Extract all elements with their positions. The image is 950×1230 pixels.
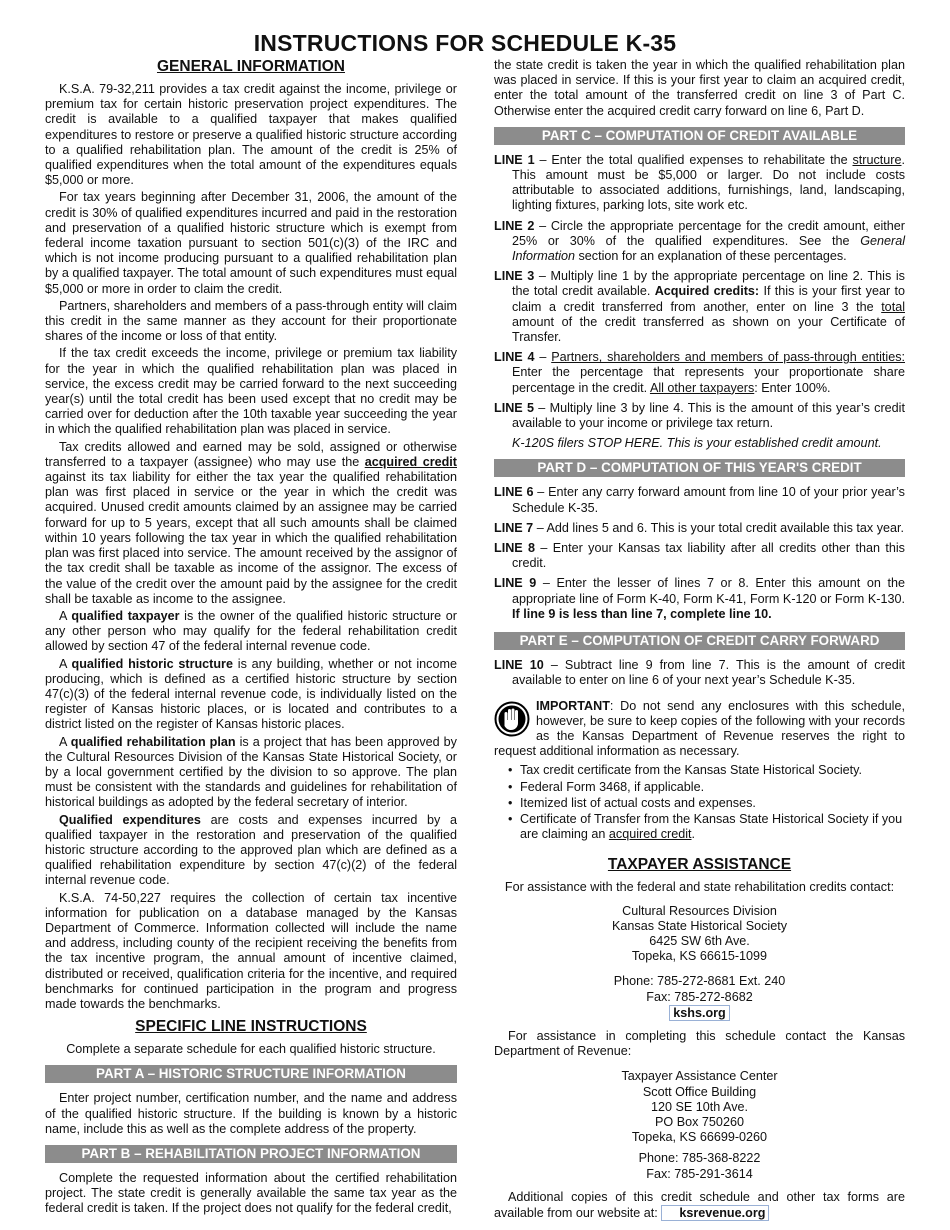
qualified-historic-structure-term: qualified historic structure: [71, 656, 233, 671]
qualified-expenditures-term: Qualified expenditures: [59, 812, 201, 827]
list-item: • Federal Form 3468, if applicable.: [508, 780, 905, 795]
general-paragraph: A qualified rehabilitation plan is a project that has been approved by the Cultural Resources Division of the Kansas State Historical Society, or by a local government certified by the division to so approve. The plan must be consistent with the standards and guidelines for rehabilitation of historical buildings as adopted by the federal secretary of interior.: [45, 734, 457, 810]
important-label: IMPORTANT: [536, 698, 610, 713]
acquired-credit-term: acquired credit: [364, 454, 457, 469]
line-3-instruction: LINE 3 – Multiply line 1 by the appropriate percentage on line 2. This is the total credit available. Acquired credits: If this is your first year to claim a credit transferred from another, enter on line 3 the total amount of the credit transferred as shown on your Certificate of Transfer.: [494, 269, 905, 345]
qualified-taxpayer-term: qualified taxpayer: [71, 608, 180, 623]
qualified-rehabilitation-plan-term: qualified rehabilitation plan: [70, 734, 236, 749]
general-paragraph: A qualified taxpayer is the owner of the qualified historic structure or any other person who may qualify for the federal rehabilitation credit allowed by section 47 of the federal internal revenue code.: [45, 608, 457, 654]
page-title: INSTRUCTIONS FOR SCHEDULE K-35: [253, 30, 677, 56]
part-a-text: Enter project number, certification number, and the name and address of the qualified historic structure. If the building is known by a historic name, include this as well as the complete address of the property.: [45, 1091, 457, 1136]
closing-text: Additional copies of this credit schedule and other tax forms are available from our website at: ksrevenue.org: [494, 1189, 905, 1220]
line-5-instruction: LINE 5 – Multiply line 3 by line 4. This is the amount of this year’s credit available to your income or privilege tax return.: [494, 400, 905, 431]
line-8-instruction: LINE 8 – Enter your Kansas tax liability after all credits other than this credit.: [494, 541, 905, 571]
kdor-intro: For assistance in completing this schedule contact the Kansas Department of Revenue:: [494, 1028, 905, 1059]
general-paragraph: A qualified historic structure is any building, whether or not income producing, which is defined as a certified historic structure by section 47(c)(3) of the federal internal revenue code, is individually listed on the register of Kansas historic places, or is located and contributes to a district listed on the register of Kansas historic places.: [45, 656, 457, 732]
line-10-instruction: LINE 10 – Subtract line 9 from line 7. This is the amount of credit available to enter on line 6 of your next year’s Schedule K-35.: [494, 658, 906, 688]
assistance-intro: For assistance with the federal and state rehabilitation credits contact:: [504, 880, 895, 895]
list-item: • Certificate of Transfer from the Kansas State Historical Society if you are claiming an acquired credit.: [508, 812, 905, 842]
khs-address: Cultural Resources Division Kansas State Historical Society 6425 SW 6th Ave. Topeka, KS 66615-1099: [612, 903, 787, 964]
general-paragraph: Partners, shareholders and members of a pass-through entity will claim this credit in the same manner as they account for their proportionate shares of the income or loss of that entity.: [45, 298, 457, 344]
general-paragraph: Tax credits allowed and earned may be sold, assigned or otherwise transferred to a taxpayer (assignee) who may use the acquired credit against its tax liability for either the tax year the qualified rehabilitation plan was first placed in service or the year in which the credit was acquired. Unused credit amounts claimed by an assignee may be carried forward for up to 5 years, except that all such amounts shall be claimed within 10 years following the tax year in which the qualified rehabilitation plan was first placed into service. The amount received by the assignor of the tax credit shall be taxable as income of the assignor. The excess of the value of the credit over the amount paid by the assignee for the credit shall be taxable as income to the assignee.: [45, 439, 457, 606]
records-list: [494, 763, 905, 842]
general-information-heading: GENERAL INFORMATION: [156, 58, 345, 75]
part-b-text: Complete the requested information about the certified rehabilitation project. The state credit is generally available the same tax year as the federal credit is taken. If the project does not qualify for the federal credit,: [45, 1171, 457, 1216]
left-column: [45, 58, 457, 1219]
khs-contact: [494, 974, 905, 1021]
part-c-header: PART C – COMPUTATION OF CREDIT AVAILABLE: [494, 127, 905, 145]
specific-line-instructions-heading: SPECIFIC LINE INSTRUCTIONS: [135, 1018, 367, 1036]
list-item: • Tax credit certificate from the Kansas State Historical Society.: [508, 763, 905, 778]
khs-phone: Phone: 785-272-8681 Ext. 240: [613, 974, 786, 989]
general-paragraph: K.S.A. 74-50,227 requires the collection of certain tax incentive information for publication on a database managed by the Kansas Department of Commerce. Information collected will include the name and address, including county of the recipient receiving the benefits from the tax incentive program, the annual amount of incentive claimed, distributed or received, qualification criteria for the incentive, and required benchmarks for continued participation in the program and progress made towards the benchmarks.: [45, 890, 457, 1011]
kdor-address: Taxpayer Assistance Center Scott Office Building 120 SE 10th Ave. PO Box 750260 Topeka, KS 66699-0260: [621, 1069, 778, 1145]
k120s-stop-note: K-120S filers STOP HERE. This is your established credit amount.: [512, 436, 882, 451]
kdor-phone: Phone: 785-368-8222: [638, 1151, 761, 1166]
line-6-instruction: LINE 6 – Enter any carry forward amount from line 10 of your prior year’s Schedule K-35.: [494, 485, 905, 515]
kdor-contact: [494, 1151, 905, 1181]
line-2-instruction: LINE 2 – Circle the appropriate percentage for the credit amount, either 25% or 30% of the qualified expenditures. See the General Information section for an explanation of these percentages.: [494, 218, 905, 264]
part-b-text-continued: the state credit is taken the year in which the qualified rehabilitation plan was placed in service. If this is your first year to claim an acquired credit, enter the total amount of the transferred credit on line 3 of Part C. Otherwise enter the acquired credit carry forward on line 6, Part D.: [494, 58, 905, 118]
specific-intro: Complete a separate schedule for each qualified historic structure.: [66, 1042, 436, 1057]
general-paragraph: K.S.A. 79-32,211 provides a tax credit against the income, privilege or premium tax for certain historic preservation project expenditures. The credit is available to a qualified taxpayer that makes qualified expenditures to restore or preserve a qualified historic structure according to a qualified rehabilitation plan. The amount of the credit is 25% of qualified expenditures when the total amount of the expenditures equals $5,000 or more.: [45, 82, 457, 188]
part-b-header: PART B – REHABILITATION PROJECT INFORMATION: [45, 1145, 457, 1163]
general-paragraph: For tax years beginning after December 31, 2006, the amount of the credit is 30% of qualified expenditures incurred and paid in the restoration and preservation of a qualified historic structure which is exempt from federal income taxation pursuant to section 501(c)(3) of the IRC and which is not income producing pursuant to a qualified rehabilitation plan by a qualified taxpayer. The total amount of such expenditures must equal $5,000 or more in order to claim the credit.: [45, 190, 457, 296]
kdor-fax: Fax: 785-291-3614: [646, 1166, 753, 1181]
stop-hand-icon: [494, 701, 530, 737]
important-text: : Do not send any enclosures with this schedule, however, be sure to keep copies of the following with your records as the Kansas Department of Revenue reserves the right to request additional information as necessary.: [494, 698, 905, 759]
important-notice: [494, 699, 905, 760]
ksrevenue-website-link[interactable]: ksrevenue.org: [661, 1205, 769, 1221]
line-7-instruction: LINE 7 – Add lines 5 and 6. This is your total credit available this tax year.: [494, 520, 904, 535]
right-column: [494, 58, 905, 1223]
taxpayer-assistance-heading: TAXPAYER ASSISTANCE: [607, 856, 792, 874]
part-d-header: PART D – COMPUTATION OF THIS YEAR'S CREDIT: [494, 459, 905, 477]
khs-fax: Fax: 785-272-8682: [646, 989, 753, 1004]
kshs-website-link[interactable]: kshs.org: [669, 1005, 730, 1021]
line-1-instruction: LINE 1 – Enter the total qualified expenses to rehabilitate the structure. This amount must be $5,000 or larger. Do not include costs attributable to associated additions, furnishings, land, landscaping, lighting fixtures, parking lots, site work etc.: [494, 152, 905, 213]
part-a-header: PART A – HISTORIC STRUCTURE INFORMATION: [45, 1065, 457, 1083]
general-paragraph: If the tax credit exceeds the income, privilege or premium tax liability for the year in which the qualified rehabilitation plan was placed in service, the excess credit may be carried forward to the next succeeding year(s) until the total credit has been used except that no credit may be carried over for deduction after the 10th taxable year succeeding the year in which the qualified rehabilitation plan was placed in service.: [45, 346, 457, 437]
line-9-instruction: LINE 9 – Enter the lesser of lines 7 or 8. Enter this amount on the appropriate line of Form K-40, Form K-41, Form K-120 or Form K-130. If line 9 is less than line 7, complete line 10.: [494, 576, 905, 621]
general-paragraph: Qualified expenditures are costs and expenses incurred by a qualified taxpayer in the restoration and preservation of the qualified historic structure according to the approved plan which are defined as a qualified rehabilitation expenditure by section 47(c)(2) of the federal internal revenue code.: [45, 812, 457, 888]
part-e-header: PART E – COMPUTATION OF CREDIT CARRY FORWARD: [494, 632, 905, 650]
list-item: • Itemized list of actual costs and expenses.: [508, 796, 905, 811]
line-4-instruction: LINE 4 – Partners, shareholders and members of pass-through entities: Enter the percentage that represents your proportionate share percentage in the credit. All other taxpayers: Enter 100%.: [494, 350, 905, 395]
